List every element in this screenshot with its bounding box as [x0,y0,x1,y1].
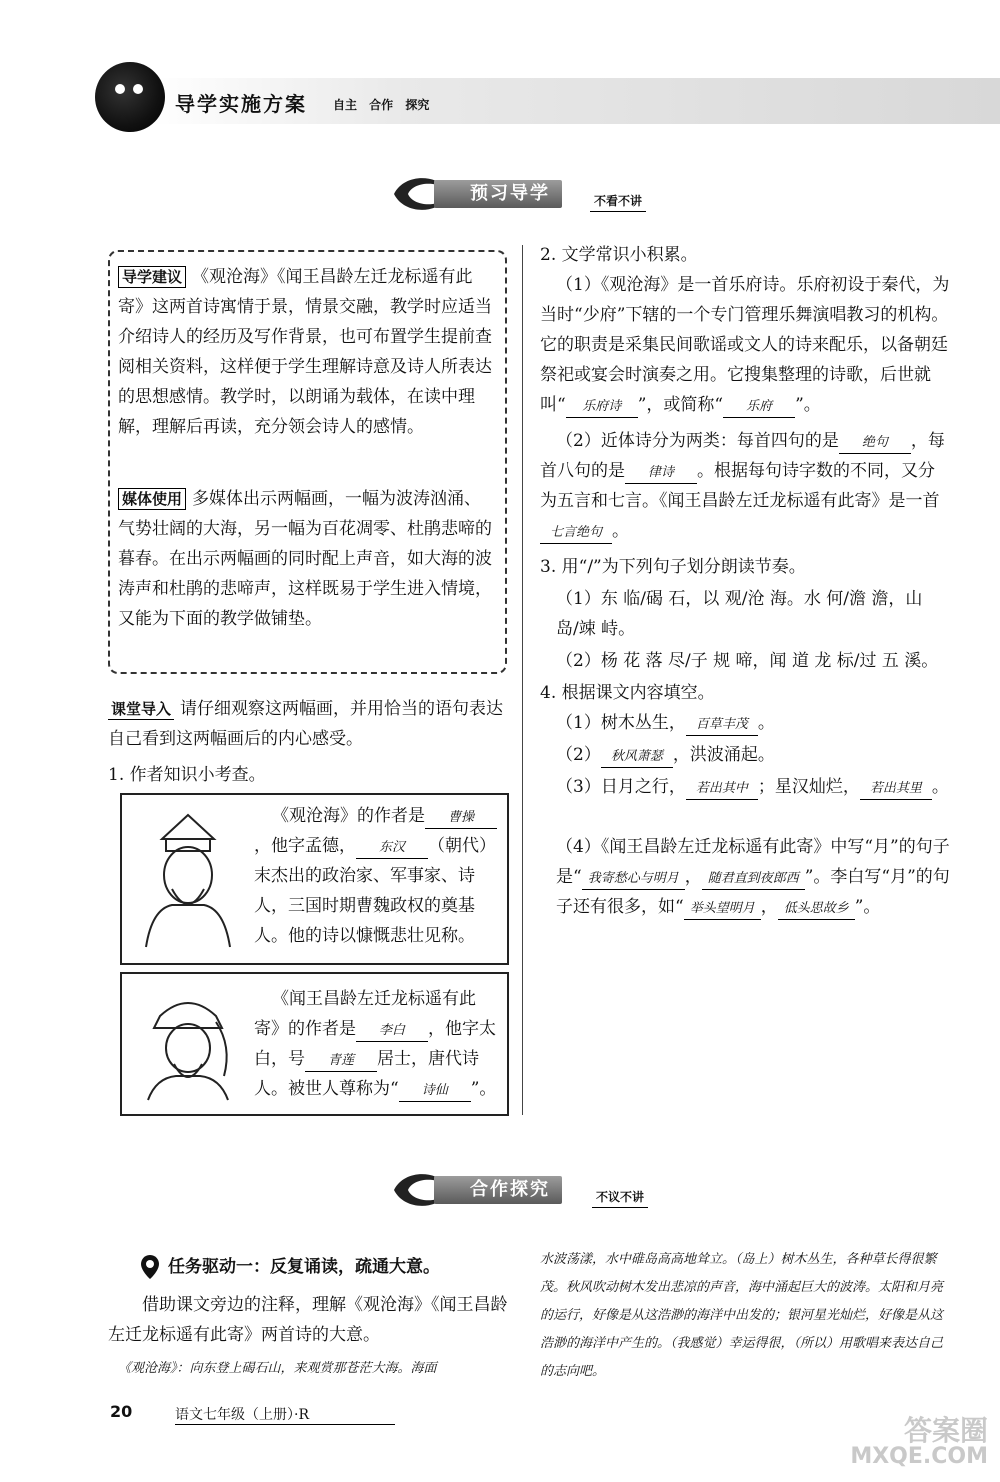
answer-hao: 青莲 [305,1051,377,1072]
guide-advice-text: 《观沧海》《闻王昌龄左迁龙标遥有此寄》这两首诗寓情于景，情景交融，教学时应适当介绍诗人的经历及写作背景，也可布置学生提前查阅相关资料，这样便于学生理解诗意及诗人所表达的思想感情。教学时，以朗诵为载体，在读中理解，理解后再读，充分领会诗人的感情。 [118,267,492,437]
location-pin-icon [140,1254,160,1280]
caocao-portrait-icon [132,809,244,949]
answer-yuefu: 乐府 [723,397,795,418]
answer-q4-7: 举头望明月 [684,899,761,920]
intro-paragraph [108,694,503,754]
guide-text-2 [118,484,496,634]
translation-right: 水波荡漾，水中碓岛高高地耸立。（岛上）树木丛生，各种草长得很繁茂。秋风吹动树木发出悲凉的声音，海中涌起巨大的波涛。太阳和月亮的运行，好像是从这浩渺的海洋中出发的；银河星光灿烂，好像是从这浩渺的海洋中产生的。（我感觉）幸运得很，（所以）用歌唱来表达自己的志向吧。 [540,1252,944,1379]
q2-para-2: （2）近体诗分为两类：每首四句的是 绝句 ，每首八句的是 律诗 。根据每句诗字数的不同，又分为五言和七言。《闻王昌龄左迁龙标遥有此寄》是一首七言绝句 。 [540,426,950,546]
book-title: 语文七年级（上册）·R [175,1404,395,1425]
task1-title: 任务驱动一：反复诵读，疏通大意。 [168,1257,440,1277]
answer-q4-5: 我寄愁心与明月 [582,869,685,890]
column-divider [522,245,523,1115]
answer-caocao: 曹操 [425,808,497,829]
label-intro: 课堂导入 [108,699,174,720]
libai-portrait-icon [132,986,244,1102]
answer-title: 诗仙 [399,1081,471,1102]
answer-q4-2: 秋风萧瑟 [601,747,673,768]
translation-left: 《观沧海》：向东登上碣石山，来观赏那苍茫大海。海面 [118,1361,437,1376]
answer-q4-3: 若出其中 [686,779,758,800]
page-number: 20 [110,1402,133,1421]
q4-line-3: （3）日月之行， 若出其中 ；星汉灿烂， 若出其里 。 [556,772,950,802]
watermark-logo: 答案圈 MXQE.COM [850,1414,988,1469]
answer-q4-4: 若出其里 [860,779,932,800]
caocao-box [120,793,509,965]
answer-jueju: 绝句 [839,433,911,454]
media-use-text: 多媒体出示两幅画，一幅为波涛汹涌、气势壮阔的大海，另一幅为百花凋零、杜鹃悲啼的暮春。在出示两幅画的同时配上声音，如大海的波涛声和杜鹃的悲啼声，这样既易于学生进入情境，又能为下面的教学做铺垫。 [118,489,492,629]
q1-title: 1. 作者知识小考查。 [108,765,266,785]
libai-text: 《闻王昌龄左迁龙标遥有此寄》的作者是 李白 ，他字太白，号 青莲 居士，唐代诗人。被世人尊称为“ 诗仙 ”。 [254,984,499,1104]
intro-text: 请仔细观察这两幅画，并用恰当的语句表达自己看到这两幅画后的内心感受。 [108,699,504,749]
q3-line-1: （1）东 临/碣 石，以 观/沧 海。水 何/澹 澹，山 岛/竦 峙。 [556,589,923,639]
section-banner-preview [390,172,690,216]
answer-q4-8: 低头思故乡 [778,899,855,920]
libai-box [120,972,509,1116]
label-media-use: 媒体使用 [118,488,186,510]
answer-qiyanjueju: 七言绝句 [540,523,612,544]
banner-note: 不看不讲 [590,192,646,212]
banner-title: 合作探究 [434,1176,562,1204]
header-title: 导学实施方案 [175,92,307,116]
q2-title: 2. 文学常识小积累。 [540,245,698,265]
answer-yuefushi: 乐府诗 [566,397,638,418]
q4-title: 4. 根据课文内容填空。 [540,683,715,703]
q3-title: 3. 用“/”为下列句子划分朗读节奏。 [540,557,806,577]
answer-libai: 李白 [356,1021,428,1042]
section-banner-cooperate [390,1168,690,1212]
banner-title: 预习导学 [434,180,562,208]
mascot-logo-icon [95,62,165,132]
label-guide-advice: 导学建议 [118,266,186,288]
task1-text: 借助课文旁边的注释，理解《观沧海》《闻王昌龄左迁龙标遥有此寄》两首诗的大意。 [108,1295,508,1345]
caocao-text: 《观沧海》的作者是 曹操，他字孟德， 东汉 （朝代）末杰出的政治家、军事家、诗人，三国时期曹魏政权的奠基人。他的诗以慷慨悲壮见称。 [254,806,496,946]
answer-lvshi: 律诗 [625,463,697,484]
q4-line-1: （1）树木丛生， 百草丰茂 。 [556,708,950,738]
answer-q4-6: 随君直到夜郎西 [702,869,805,890]
answer-dynasty: 东汉 [356,838,428,859]
q4-line-4: （4）《闻王昌龄左迁龙标遥有此寄》中写“月”的句子是“ 我寄愁心与明月 ， 随君直到夜郎西 ”。李白写“月”的句子还有很多，如“ 举头望明月 ， 低头思故乡 ”。 [556,832,950,922]
q3-line-2: （2）杨 花 落 尽/子 规 啼，闻 道 龙 标/过 五 溪。 [556,651,939,671]
q2-para-1: （1）《观沧海》是一首乐府诗。乐府初设于秦代，为当时“少府”下辖的一个专门管理乐舞演唱教习的机构。它的职责是采集民间歌谣或文人的诗来配乐，以备朝廷祭祀或宴会时演奏之用。它搜集整理的诗歌，后世就叫“ 乐府诗 ”，或简称“ 乐府 ”。 [540,270,950,420]
banner-note: 不议不讲 [592,1188,648,1208]
header-subtitle: 自主 合作 探究 [333,98,430,112]
answer-q4-1: 百草丰茂 [686,715,758,736]
q4-line-2: （2） 秋风萧瑟 ，洪波涌起。 [556,740,950,770]
guide-text-1 [118,262,496,442]
